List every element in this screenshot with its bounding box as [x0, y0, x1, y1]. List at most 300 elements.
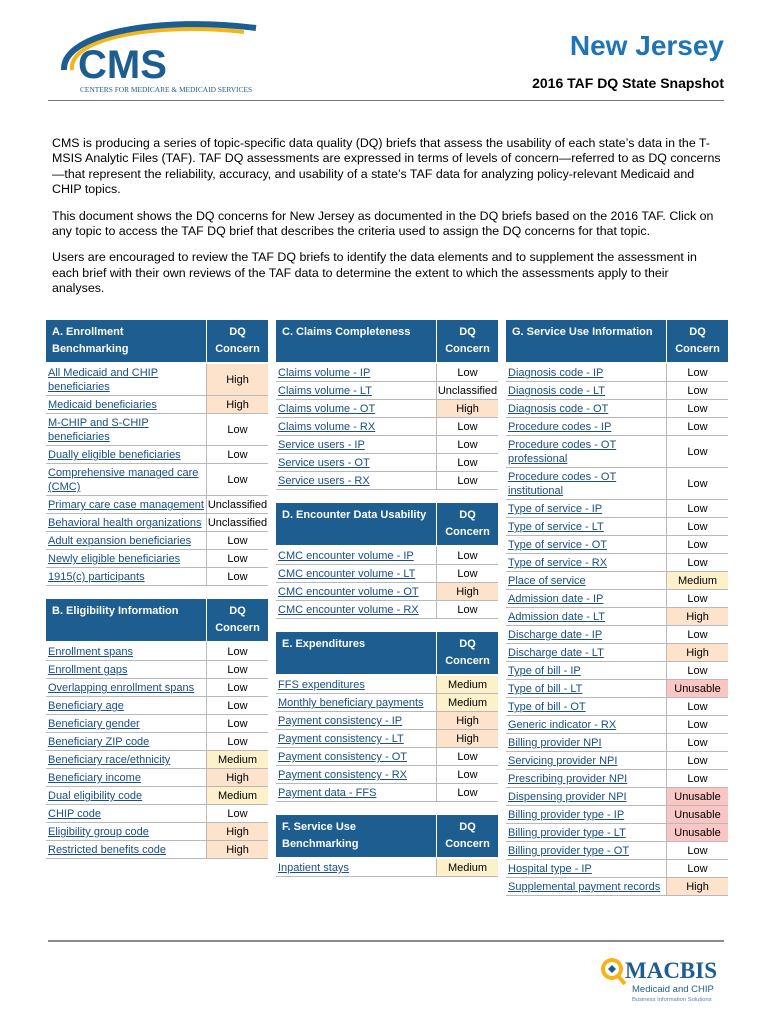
table-header: [276, 632, 498, 674]
topic-cell: [276, 694, 436, 711]
table-row: [506, 770, 728, 788]
dq-concern-value: High: [206, 769, 268, 786]
topic-link-payment-consistency-ip[interactable]: Payment consistency - IP: [278, 715, 403, 727]
dq-concern-value: Medium: [436, 676, 498, 693]
table-row: [46, 643, 268, 661]
topic-link-discharge-date-ip[interactable]: Discharge date - IP: [508, 629, 603, 641]
topic-cell: [276, 676, 436, 693]
topic-link-billing-provider-type-ot[interactable]: Billing provider type - OT: [508, 845, 630, 857]
table-row: [46, 446, 268, 464]
topic-link-restricted-benefits-code[interactable]: Restricted benefits code: [48, 844, 167, 856]
topic-cell: [46, 823, 206, 840]
topic-link-ffs-expenditures[interactable]: FFS expenditures: [278, 679, 365, 691]
table-title: G. Service Use Information: [512, 326, 653, 338]
table-row: [506, 860, 728, 878]
macbis-logo-subtext: Medicaid and CHIP: [632, 984, 714, 995]
dq-concern-value: Low: [206, 733, 268, 750]
topic-link-eligibility-group-code[interactable]: Eligibility group code: [48, 826, 149, 838]
dq-concern-value: Low: [206, 550, 268, 567]
topic-cell: [46, 514, 206, 531]
topic-link-diagnosis-code-ot[interactable]: Diagnosis code - OT: [508, 403, 609, 415]
macbis-logo-tagline: Business Information Solutions: [632, 997, 712, 1003]
topic-cell: [46, 787, 206, 804]
dq-concern-value: Unclassified: [206, 514, 268, 531]
dq-concern-value: Low: [436, 547, 498, 564]
dq-table: [276, 815, 498, 877]
topic-link-type-of-service-rx[interactable]: Type of service - RX: [508, 557, 608, 569]
topic-link-procedure-codes-ot-professional[interactable]: Procedure codes - OT professional: [508, 439, 617, 465]
topic-link-procedure-codes-ot-institutional[interactable]: Procedure codes - OT institutional: [508, 471, 617, 497]
topic-cell: [506, 644, 666, 661]
topic-link-beneficiary-income[interactable]: Beneficiary income: [48, 772, 141, 784]
dq-concern-value: Low: [666, 842, 728, 859]
topic-cell: [506, 590, 666, 607]
table-row: [506, 842, 728, 860]
dq-table: [46, 320, 268, 586]
dq-concern-value: High: [666, 608, 728, 625]
topic-link-type-of-service-lt[interactable]: Type of service - LT: [508, 521, 604, 533]
table-title: E. Expenditures: [282, 638, 366, 650]
table-header: [46, 320, 268, 362]
dq-concern-value: High: [436, 712, 498, 729]
column-1: [46, 320, 268, 872]
topic-link-billing-provider-npi[interactable]: Billing provider NPI: [508, 737, 602, 749]
topic-cell: [276, 382, 436, 399]
table-row: [506, 752, 728, 770]
table-row: [506, 680, 728, 698]
topic-link-billing-provider-type-lt[interactable]: Billing provider type - LT: [508, 827, 626, 839]
table-row: [506, 400, 728, 418]
dq-concern-value: Low: [666, 734, 728, 751]
dq-table: [276, 632, 498, 802]
table-header: [276, 815, 498, 857]
topic-link-behavioral-health-organizations[interactable]: Behavioral health organizations: [48, 517, 202, 529]
table-row: [276, 712, 498, 730]
dq-concern-value: Low: [206, 679, 268, 696]
topic-link-enrollment-gaps[interactable]: Enrollment gaps: [48, 664, 128, 676]
topic-link-type-of-bill-ot[interactable]: Type of bill - OT: [508, 701, 586, 713]
topic-cell: [506, 554, 666, 571]
topic-link-admission-date-ip[interactable]: Admission date - IP: [508, 593, 604, 605]
topic-link-service-users-ot[interactable]: Service users - OT: [278, 457, 370, 469]
topic-link-payment-consistency-rx[interactable]: Payment consistency - RX: [278, 769, 407, 781]
cms-logo: [44, 18, 264, 98]
topic-link-claims-volume-lt[interactable]: Claims volume - LT: [278, 385, 372, 397]
topic-link-discharge-date-lt[interactable]: Discharge date - LT: [508, 647, 604, 659]
dq-concern-value: Unclassified: [206, 496, 268, 513]
dq-concern-value: Low: [436, 472, 498, 489]
topic-cell: [506, 806, 666, 823]
topic-cell: [46, 841, 206, 858]
dq-concern-value: Low: [666, 436, 728, 467]
table-row: [46, 733, 268, 751]
dq-concern-value: Low: [666, 468, 728, 499]
table-row: [506, 698, 728, 716]
topic-link-dually-eligible-beneficiaries[interactable]: Dually eligible beneficiaries: [48, 449, 181, 461]
table-title: B. Eligibility Information: [52, 605, 179, 617]
topic-cell: [506, 608, 666, 625]
dq-concern-value: Low: [436, 454, 498, 471]
dq-concern-value: Medium: [206, 751, 268, 768]
topic-cell: [46, 733, 206, 750]
topic-link-generic-indicator-rx[interactable]: Generic indicator - RX: [508, 719, 617, 731]
topic-link-dual-eligibility-code[interactable]: Dual eligibility code: [48, 790, 143, 802]
table-row: [506, 734, 728, 752]
table-row: [276, 694, 498, 712]
dq-concern-value: Unusable: [666, 680, 728, 697]
topic-cell: [276, 418, 436, 435]
topic-cell: [46, 643, 206, 660]
topic-cell: [46, 751, 206, 768]
table-row: [46, 364, 268, 396]
table-row: [276, 436, 498, 454]
dq-concern-value: Low: [666, 418, 728, 435]
topic-link-hospital-type-ip[interactable]: Hospital type - IP: [508, 863, 592, 875]
dq-concern-value: Low: [666, 382, 728, 399]
topic-cell: [506, 878, 666, 895]
topic-link-servicing-provider-npi[interactable]: Servicing provider NPI: [508, 755, 618, 767]
dq-concern-value: High: [666, 878, 728, 895]
topic-cell: [506, 382, 666, 399]
column-3: [506, 320, 728, 909]
table-row: [506, 878, 728, 896]
dq-concern-value: Low: [666, 698, 728, 715]
dq-concern-value: Low: [436, 766, 498, 783]
topic-cell: [276, 454, 436, 471]
table-row: [46, 787, 268, 805]
topic-cell: [506, 716, 666, 733]
topic-link-type-of-bill-lt[interactable]: Type of bill - LT: [508, 683, 583, 695]
topic-cell: [506, 824, 666, 841]
topic-link-claims-volume-ot[interactable]: Claims volume - OT: [278, 403, 376, 415]
topic-cell: [46, 464, 206, 495]
topic-cell: [506, 518, 666, 535]
topic-cell: [276, 730, 436, 747]
table-title: A. Enrollment Benchmarking: [52, 326, 129, 355]
topic-link-type-of-bill-ip[interactable]: Type of bill - IP: [508, 665, 581, 677]
topic-cell: [506, 626, 666, 643]
dq-concern-header: DQ Concern: [436, 632, 498, 674]
topic-cell: [276, 748, 436, 765]
table-row: [276, 547, 498, 565]
dq-concern-value: High: [206, 364, 268, 395]
topic-cell: [506, 734, 666, 751]
table-header: [46, 599, 268, 641]
topic-cell: [506, 468, 666, 499]
dq-concern-value: Unclassified: [436, 382, 498, 399]
topic-link-prescribing-provider-npi[interactable]: Prescribing provider NPI: [508, 773, 628, 785]
dq-concern-value: Low: [206, 697, 268, 714]
topic-cell: [46, 364, 206, 395]
topic-link-newly-eligible-beneficiaries[interactable]: Newly eligible beneficiaries: [48, 553, 181, 565]
table-row: [46, 751, 268, 769]
topic-cell: [506, 842, 666, 859]
topic-cell: [506, 364, 666, 381]
cms-logo-subtext: CENTERS FOR MEDICARE & MEDICAID SERVICES: [80, 85, 253, 94]
topic-cell: [46, 414, 206, 445]
cms-logo-text: CMS: [78, 43, 167, 87]
intro-paragraph: CMS is producing a series of topic-specific data quality (DQ) briefs that assess the usability of each state’s data in the T-MSIS Analytic Files (TAF). TAF DQ assessments are expressed in terms of levels of concern—referred to as DQ concerns—that represent the reliability, accuracy, and usability of a state’s TAF data for analyzing policy-relevant Medicaid and CHIP topics.: [52, 136, 721, 197]
table-row: [506, 644, 728, 662]
topic-link-diagnosis-code-ip[interactable]: Diagnosis code - IP: [508, 367, 604, 379]
dq-concern-value: Low: [666, 752, 728, 769]
table-row: [276, 766, 498, 784]
topic-cell: [276, 400, 436, 417]
table-row: [506, 554, 728, 572]
topic-link-comprehensive-managed-care-cmc[interactable]: Comprehensive managed care (CMC): [48, 467, 199, 493]
topic-link-beneficiary-gender[interactable]: Beneficiary gender: [48, 718, 140, 730]
table-title: C. Claims Completeness: [282, 326, 411, 338]
dq-concern-value: Low: [206, 643, 268, 660]
table-row: [46, 715, 268, 733]
dq-concern-value: High: [206, 823, 268, 840]
dq-concern-value: Low: [666, 662, 728, 679]
dq-concern-value: High: [206, 841, 268, 858]
dq-concern-value: Low: [436, 364, 498, 381]
state-title: New Jersey: [569, 30, 724, 61]
topic-cell: [46, 661, 206, 678]
topic-link-claims-volume-ip[interactable]: Claims volume - IP: [278, 367, 371, 379]
dq-concern-value: Low: [436, 748, 498, 765]
column-2: [276, 320, 498, 890]
topic-cell: [276, 436, 436, 453]
dq-table: [276, 320, 498, 490]
dq-concern-value: High: [666, 644, 728, 661]
topic-cell: [46, 679, 206, 696]
topic-link-cmc-encounter-volume-ot[interactable]: CMC encounter volume - OT: [278, 586, 419, 598]
dq-concern-header: DQ Concern: [436, 503, 498, 545]
dq-table: [46, 599, 268, 859]
topic-cell: [276, 784, 436, 801]
dq-concern-value: Low: [436, 565, 498, 582]
topic-link-inpatient-stays[interactable]: Inpatient stays: [278, 862, 349, 874]
topic-cell: [46, 550, 206, 567]
table-row: [46, 550, 268, 568]
table-row: [276, 583, 498, 601]
table-row: [506, 572, 728, 590]
dq-concern-value: Low: [206, 715, 268, 732]
topic-link-type-of-service-ip[interactable]: Type of service - IP: [508, 503, 603, 515]
topic-link-beneficiary-zip-code[interactable]: Beneficiary ZIP code: [48, 736, 150, 748]
table-row: [506, 364, 728, 382]
dq-concern-value: Low: [436, 436, 498, 453]
dq-concern-value: Low: [206, 446, 268, 463]
table-row: [276, 418, 498, 436]
topic-link-cmc-encounter-volume-ip[interactable]: CMC encounter volume - IP: [278, 550, 414, 562]
dq-concern-value: Low: [666, 770, 728, 787]
footer-divider: [48, 940, 724, 942]
topic-link-cmc-encounter-volume-lt[interactable]: CMC encounter volume - LT: [278, 568, 416, 580]
snapshot-subtitle: 2016 TAF DQ State Snapshot: [532, 75, 724, 91]
table-title: D. Encounter Data Usability: [282, 509, 427, 521]
table-row: [506, 590, 728, 608]
topic-link-admission-date-lt[interactable]: Admission date - LT: [508, 611, 606, 623]
table-header: [276, 503, 498, 545]
topic-cell: [506, 400, 666, 417]
table-row: [276, 676, 498, 694]
dq-concern-value: Unusable: [666, 824, 728, 841]
topic-link-overlapping-enrollment-spans[interactable]: Overlapping enrollment spans: [48, 682, 195, 694]
topic-cell: [46, 396, 206, 413]
topic-cell: [46, 568, 206, 585]
table-row: [46, 823, 268, 841]
topic-cell: [46, 715, 206, 732]
dq-concern-value: Low: [206, 568, 268, 585]
table-row: [276, 748, 498, 766]
intro-paragraph: This document shows the DQ concerns for New Jersey as documented in the DQ briefs based on the 2016 TAF. Click on any topic to access the TAF DQ brief that describes the criteria used to assign the DQ concerns for that topic.: [52, 208, 714, 239]
table-row: [46, 661, 268, 679]
topic-cell: [276, 766, 436, 783]
dq-concern-value: Low: [206, 661, 268, 678]
topic-link-supplemental-payment-records[interactable]: Supplemental payment records: [508, 881, 661, 893]
dq-concern-value: Low: [666, 554, 728, 571]
dq-concern-value: Low: [666, 364, 728, 381]
topic-link-primary-care-case-management[interactable]: Primary care case management: [48, 499, 204, 511]
topic-cell: [276, 364, 436, 381]
dq-concern-value: High: [436, 583, 498, 600]
topic-link-beneficiary-race-ethnicity[interactable]: Beneficiary race/ethnicity: [48, 754, 171, 766]
topic-cell: [506, 536, 666, 553]
dq-concern-value: Low: [666, 518, 728, 535]
topic-cell: [276, 712, 436, 729]
topic-cell: [46, 769, 206, 786]
topic-link-dispensing-provider-npi[interactable]: Dispensing provider NPI: [508, 791, 627, 803]
topic-link-place-of-service[interactable]: Place of service: [508, 575, 586, 587]
header-divider: [48, 100, 724, 101]
topic-cell: [276, 472, 436, 489]
table-row: [46, 769, 268, 787]
table-row: [506, 518, 728, 536]
topic-link-chip-code[interactable]: CHIP code: [48, 808, 101, 820]
dq-table: [276, 503, 498, 619]
dq-concern-value: Low: [666, 536, 728, 553]
topic-link-service-users-rx[interactable]: Service users - RX: [278, 475, 370, 487]
dq-concern-value: Low: [206, 414, 268, 445]
table-row: [506, 500, 728, 518]
dq-concern-value: High: [436, 730, 498, 747]
topic-cell: [46, 805, 206, 822]
dq-concern-value: Low: [666, 400, 728, 417]
table-header: [276, 320, 498, 362]
table-row: [506, 824, 728, 842]
dq-concern-value: Low: [666, 500, 728, 517]
dq-concern-value: Low: [436, 784, 498, 801]
dq-concern-value: Medium: [206, 787, 268, 804]
topic-link-beneficiary-age[interactable]: Beneficiary age: [48, 700, 124, 712]
topic-cell: [506, 572, 666, 589]
macbis-logo-text: MACBIS: [625, 958, 718, 983]
topic-cell: [506, 436, 666, 467]
topic-cell: [276, 565, 436, 582]
table-row: [506, 468, 728, 500]
dq-concern-value: Low: [436, 601, 498, 618]
table-row: [46, 679, 268, 697]
dq-concern-header: DQ Concern: [436, 320, 498, 362]
topic-link-payment-data-ffs[interactable]: Payment data - FFS: [278, 787, 377, 799]
topic-cell: [506, 680, 666, 697]
topic-cell: [276, 601, 436, 618]
dq-concern-value: Medium: [436, 694, 498, 711]
topic-link-diagnosis-code-lt[interactable]: Diagnosis code - LT: [508, 385, 606, 397]
topic-link-claims-volume-rx[interactable]: Claims volume - RX: [278, 421, 376, 433]
topic-cell: [506, 698, 666, 715]
topic-cell: [506, 752, 666, 769]
dq-concern-header: DQ Concern: [206, 320, 268, 362]
dq-concern-value: Low: [206, 532, 268, 549]
topic-link-medicaid-beneficiaries[interactable]: Medicaid beneficiaries: [48, 399, 157, 411]
table-row: [46, 697, 268, 715]
table-row: [276, 730, 498, 748]
topic-link-type-of-service-ot[interactable]: Type of service - OT: [508, 539, 608, 551]
topic-cell: [276, 583, 436, 600]
table-row: [506, 418, 728, 436]
dq-concern-value: Medium: [666, 572, 728, 589]
topic-link-billing-provider-type-ip[interactable]: Billing provider type - IP: [508, 809, 625, 821]
topic-cell: [506, 770, 666, 787]
table-row: [506, 806, 728, 824]
table-row: [46, 396, 268, 414]
topic-link-1915-c-participants[interactable]: 1915(c) participants: [48, 571, 145, 583]
table-row: [506, 536, 728, 554]
topic-link-all-medicaid-and-chip-beneficiaries[interactable]: All Medicaid and CHIP beneficiaries: [48, 367, 159, 393]
dq-concern-value: Low: [206, 464, 268, 495]
intro-text: [52, 136, 722, 308]
table-row: [506, 436, 728, 468]
topic-link-monthly-beneficiary-payments[interactable]: Monthly beneficiary payments: [278, 697, 424, 709]
dq-concern-header: DQ Concern: [436, 815, 498, 857]
table-row: [276, 364, 498, 382]
table-row: [506, 608, 728, 626]
dq-table: [506, 320, 728, 896]
table-row: [276, 400, 498, 418]
table-row: [276, 454, 498, 472]
table-row: [506, 382, 728, 400]
table-row: [46, 414, 268, 446]
topic-link-payment-consistency-ot[interactable]: Payment consistency - OT: [278, 751, 407, 763]
table-row: [506, 626, 728, 644]
table-row: [46, 496, 268, 514]
topic-cell: [46, 496, 206, 513]
topic-cell: [46, 446, 206, 463]
topic-link-m-chip-and-s-chip-beneficiaries[interactable]: M-CHIP and S-CHIP beneficiaries: [48, 417, 149, 443]
topic-link-adult-expansion-beneficiaries[interactable]: Adult expansion beneficiaries: [48, 535, 192, 547]
topic-link-service-users-ip[interactable]: Service users - IP: [278, 439, 365, 451]
macbis-logo: [598, 952, 728, 1004]
dq-concern-value: Low: [666, 626, 728, 643]
dq-concern-header: DQ Concern: [666, 320, 728, 362]
table-row: [46, 532, 268, 550]
dq-concern-value: Unusable: [666, 788, 728, 805]
topic-cell: [506, 662, 666, 679]
topic-cell: [506, 500, 666, 517]
table-row: [276, 472, 498, 490]
table-row: [276, 601, 498, 619]
table-header: [506, 320, 728, 362]
table-row: [506, 788, 728, 806]
topic-link-procedure-codes-ip[interactable]: Procedure codes - IP: [508, 421, 612, 433]
table-row: [276, 859, 498, 877]
dq-concern-value: Low: [436, 418, 498, 435]
topic-link-cmc-encounter-volume-rx[interactable]: CMC encounter volume - RX: [278, 604, 419, 616]
topic-link-enrollment-spans[interactable]: Enrollment spans: [48, 646, 133, 658]
dq-concern-value: Low: [666, 860, 728, 877]
topic-link-payment-consistency-lt[interactable]: Payment consistency - LT: [278, 733, 404, 745]
table-row: [276, 382, 498, 400]
table-row: [46, 514, 268, 532]
dq-concern-value: Unusable: [666, 806, 728, 823]
intro-paragraph: Users are encouraged to review the TAF DQ briefs to identify the data elements and to supplement the assessment in each brief with their own reviews of the TAF data to determine the extent to which the assessments apply to their analyses.: [52, 250, 697, 296]
table-row: [46, 841, 268, 859]
